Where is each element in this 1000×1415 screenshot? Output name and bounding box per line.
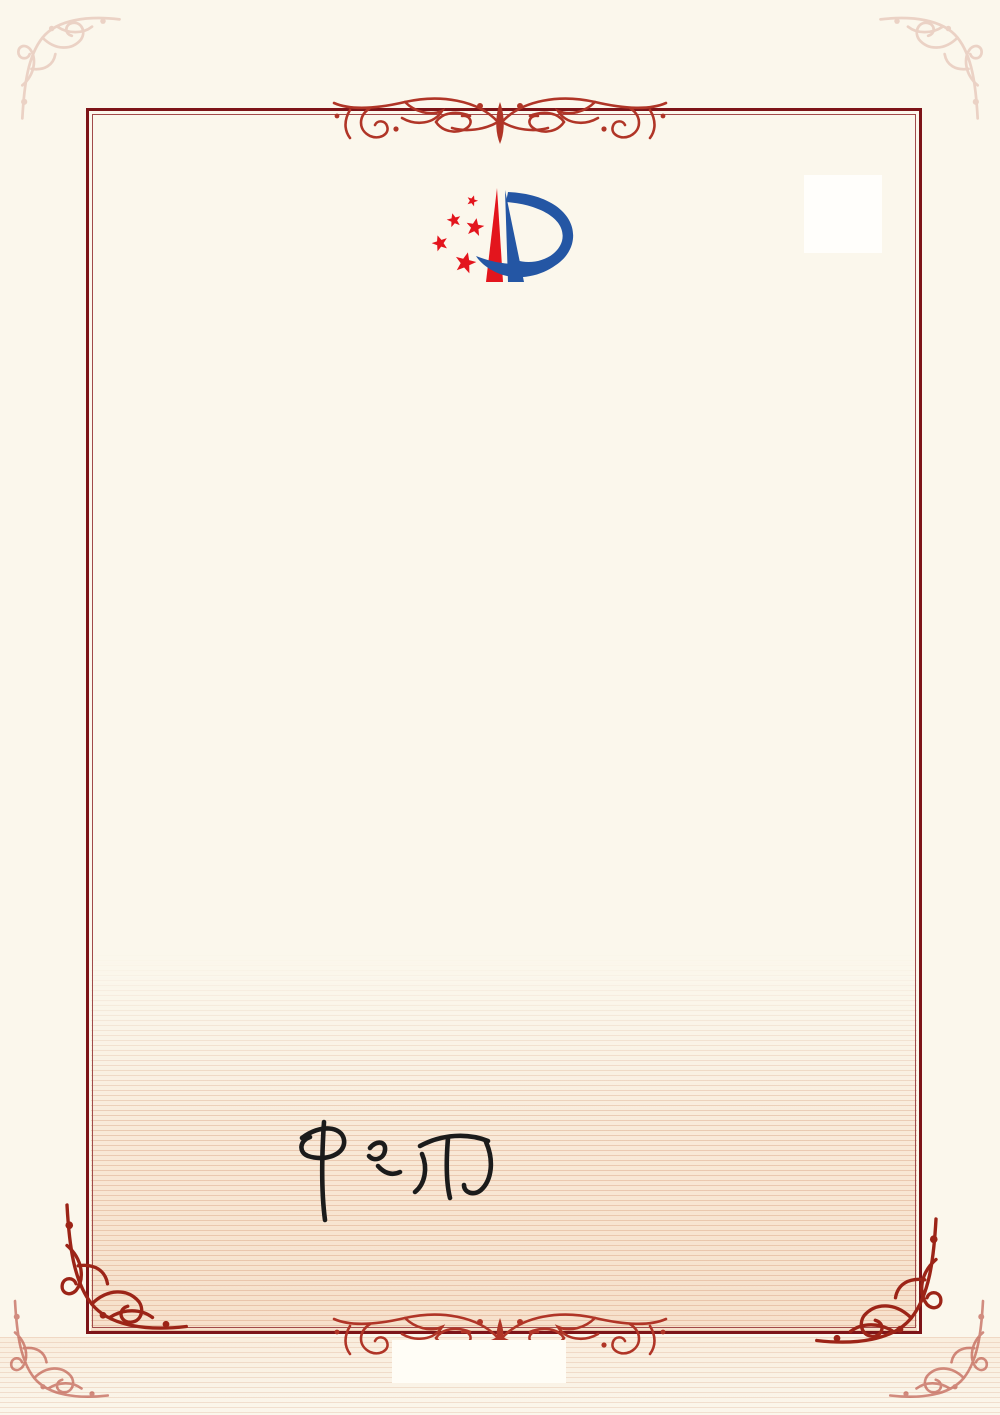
qr-code — [804, 175, 882, 253]
barcode — [142, 1056, 404, 1080]
field-row-application-date — [143, 603, 257, 626]
field-row-patentee — [143, 662, 257, 685]
field-row-grant — [143, 786, 903, 809]
field-row-address — [143, 722, 869, 745]
field-row-inventors — [143, 485, 257, 508]
director-signature — [262, 1108, 522, 1230]
continuation-note — [392, 1340, 566, 1383]
cnipa-logo-icon — [418, 164, 583, 300]
field-row-invention-name — [143, 424, 257, 447]
field-group-grant-number — [653, 786, 655, 809]
field-row-patent-number — [143, 544, 257, 567]
